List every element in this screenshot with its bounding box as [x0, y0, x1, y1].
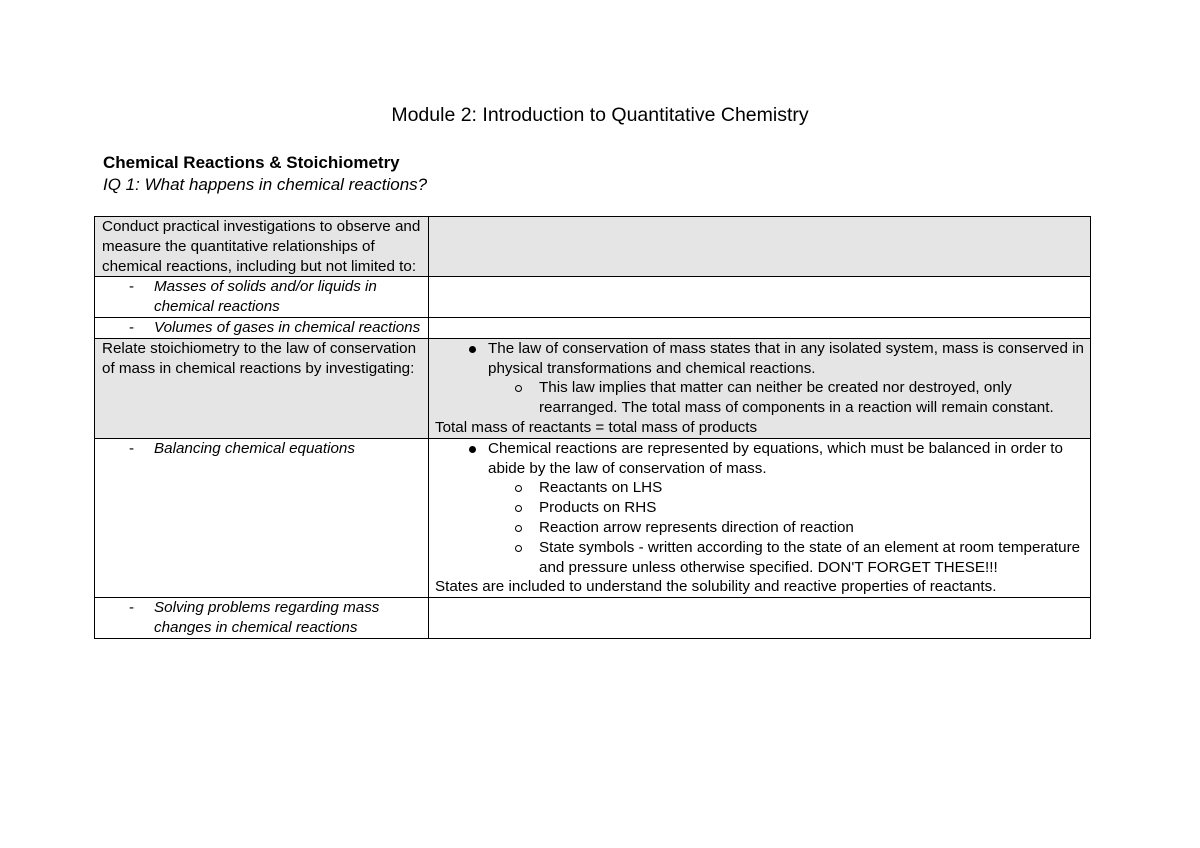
syllabus-point-cell	[95, 317, 429, 338]
bullet-circle-icon	[515, 505, 522, 512]
table-row	[95, 438, 1091, 597]
table-row	[95, 338, 1091, 438]
inquiry-question: IQ 1: What happens in chemical reactions?	[103, 175, 428, 194]
dash-marker: -	[129, 278, 135, 296]
notes-cell	[429, 217, 1091, 277]
notes-sub-bullet-text: This law implies that matter can neither be created nor destroyed, only rearranged. The total mass of components in a reaction will remain constant.	[539, 379, 1054, 417]
dash-marker: -	[129, 439, 135, 457]
notes-sub-bullet	[488, 518, 1084, 538]
syllabus-sub-item-text: Solving problems regarding mass changes in chemical reactions	[154, 599, 380, 636]
notes-cell	[429, 338, 1091, 438]
bullet-circle-icon	[515, 485, 522, 492]
bullet-circle-icon	[515, 525, 522, 532]
syllabus-sub-item-text: Masses of solids and/or liquids in chemical reactions	[154, 278, 377, 316]
dash-marker: -	[129, 318, 135, 336]
notes-sub-bullet	[488, 378, 1084, 418]
bullet-dot-icon	[469, 446, 476, 453]
notes-cell	[429, 317, 1091, 338]
syllabus-point-text: Relate stoichiometry to the law of conservation of mass in chemical reactions by investigating:	[102, 339, 417, 377]
notes-sub-bullet	[488, 498, 1084, 518]
notes-sub-list	[488, 378, 1084, 418]
notes-sub-bullet	[488, 538, 1084, 578]
notes-cell	[429, 277, 1091, 318]
bullet-circle-icon	[515, 545, 522, 552]
notes-sub-bullet	[488, 478, 1084, 498]
syllabus-sub-item	[102, 598, 422, 638]
notes-summary-line: Total mass of reactants = total mass of products	[435, 418, 758, 436]
table-row	[95, 598, 1091, 639]
syllabus-sub-item	[102, 439, 422, 459]
bullet-circle-icon	[515, 385, 522, 392]
notes-bullet-text: Chemical reactions are represented by equations, which must be balanced in order to abide by the law of conservation of mass.	[488, 439, 1063, 477]
notes-sub-bullet-text: Products on RHS	[539, 499, 657, 517]
notes-cell	[429, 598, 1091, 639]
notes-cell	[429, 438, 1091, 597]
notes-sub-list	[488, 478, 1084, 577]
syllabus-point-text: Conduct practical investigations to observe and measure the quantitative relationships of chemical reactions, including but not limited to:	[102, 218, 421, 275]
section-heading: Chemical Reactions & Stoichiometry	[103, 153, 400, 172]
syllabus-table	[94, 216, 1091, 639]
syllabus-point-cell	[95, 438, 429, 597]
table-row	[95, 277, 1091, 318]
syllabus-point-cell	[95, 217, 429, 277]
notes-bullet-list	[436, 439, 1084, 578]
notes-summary-line: States are included to understand the solubility and reactive properties of reactants.	[435, 578, 997, 596]
bullet-dot-icon	[469, 346, 476, 353]
page-title: Module 2: Introduction to Quantitative Chemistry	[391, 104, 809, 126]
notes-sub-bullet-text: Reaction arrow represents direction of reaction	[539, 518, 854, 536]
dash-marker: -	[129, 599, 135, 617]
notes-bullet	[436, 339, 1084, 418]
notes-bullet-text: The law of conservation of mass states that in any isolated system, mass is conserved in physical transformations and chemical reactions.	[488, 339, 1084, 377]
syllabus-point-cell	[95, 277, 429, 318]
table-row	[95, 317, 1091, 338]
syllabus-sub-item-text: Balancing chemical equations	[154, 439, 355, 457]
notes-sub-bullet-text: State symbols - written according to the state of an element at room temperature and pressure unless otherwise specified. DON'T FORGET THESE!!!	[539, 538, 1081, 576]
syllabus-sub-item	[102, 318, 422, 338]
syllabus-sub-item-text: Volumes of gases in chemical reactions	[154, 318, 421, 336]
syllabus-point-cell	[95, 338, 429, 438]
notes-bullet	[436, 439, 1084, 578]
notes-sub-bullet-text: Reactants on LHS	[539, 479, 663, 497]
notes-bullet-list	[436, 339, 1084, 418]
syllabus-point-cell	[95, 598, 429, 639]
syllabus-sub-item	[102, 277, 422, 317]
table-row	[95, 217, 1091, 277]
